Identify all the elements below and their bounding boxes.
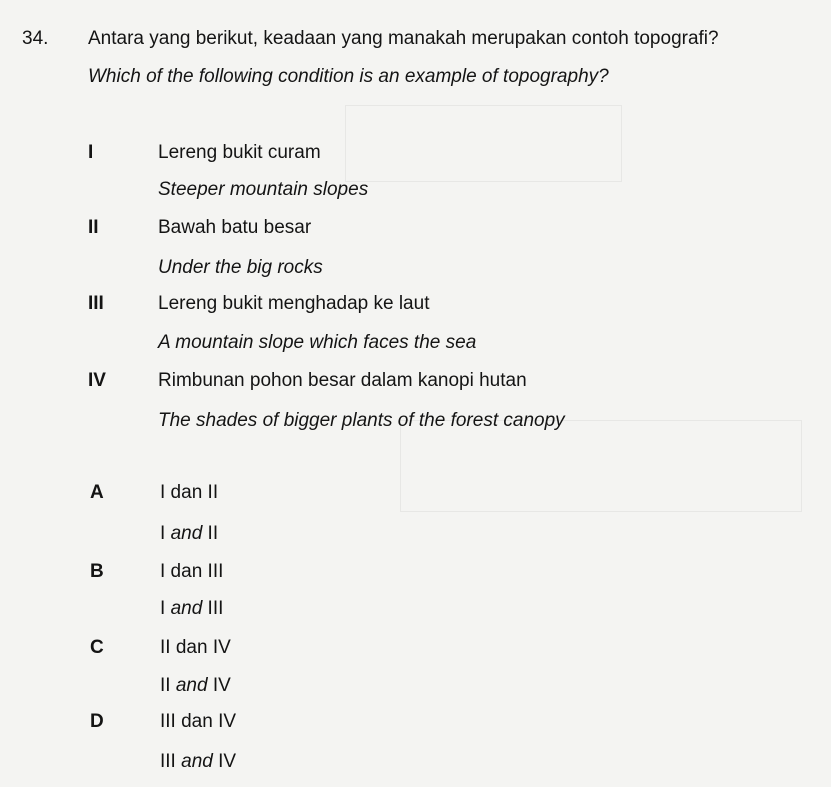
statement-english: Under the big rocks xyxy=(158,257,323,278)
option-c-english: II and IV xyxy=(160,675,231,696)
statement-malay: Bawah batu besar xyxy=(158,217,312,238)
statement-numeral: IV xyxy=(88,370,106,391)
option-b-english: I and III xyxy=(160,598,224,619)
option-a-english: I and II xyxy=(160,523,219,544)
statement-english: The shades of bigger plants of the forest canopy xyxy=(158,410,565,431)
statement-malay: Lereng bukit curam xyxy=(158,142,321,163)
bleed-through-shape xyxy=(400,420,802,512)
option-d-malay: III dan IV xyxy=(160,711,237,732)
statement-numeral: III xyxy=(88,293,104,314)
option-d-english: III and IV xyxy=(160,751,237,772)
option-a-malay: I dan II xyxy=(160,482,219,503)
option-letter-a[interactable]: A xyxy=(90,482,104,503)
option-letter-d[interactable]: D xyxy=(90,711,104,732)
bleed-through-shape xyxy=(345,105,622,182)
question-text-english: Which of the following condition is an example of topography? xyxy=(88,66,609,87)
statement-malay: Lereng bukit menghadap ke laut xyxy=(158,293,430,314)
statement-english: A mountain slope which faces the sea xyxy=(158,332,477,353)
option-c-malay: II dan IV xyxy=(160,637,231,658)
statement-malay: Rimbunan pohon besar dalam kanopi hutan xyxy=(158,370,527,391)
question-text-malay: Antara yang berikut, keadaan yang manakah merupakan contoh topografi? xyxy=(88,28,719,49)
option-b-malay: I dan III xyxy=(160,561,224,582)
option-letter-c[interactable]: C xyxy=(90,637,104,658)
question-number: 34. xyxy=(22,28,49,49)
option-letter-b[interactable]: B xyxy=(90,561,104,582)
statement-english: Steeper mountain slopes xyxy=(158,179,369,200)
statement-numeral: II xyxy=(88,217,99,238)
statement-numeral: I xyxy=(88,142,94,163)
